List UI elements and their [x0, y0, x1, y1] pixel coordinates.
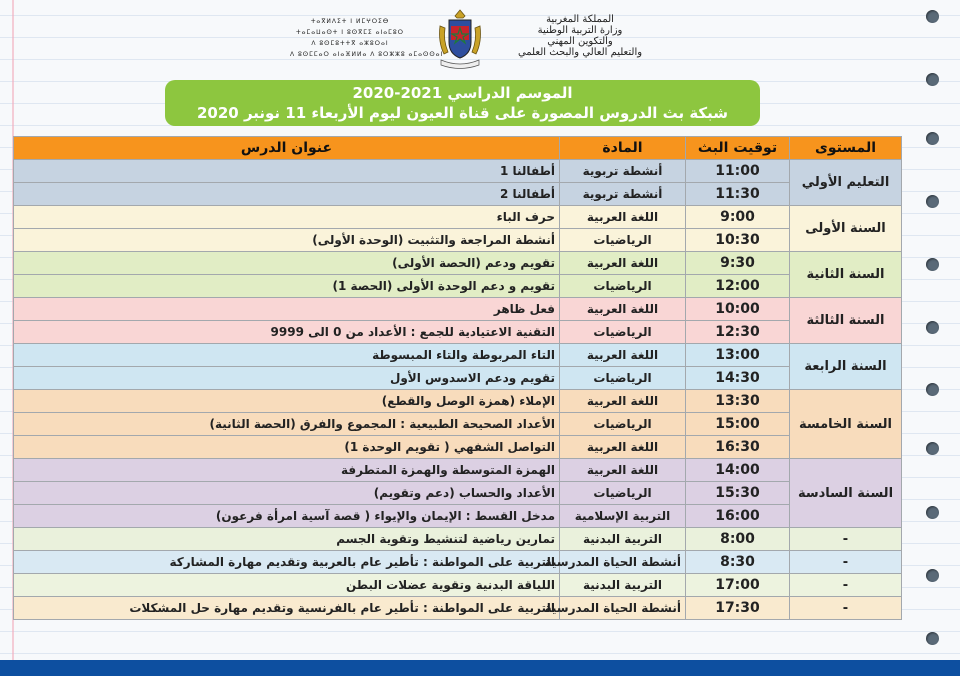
subject-cell: أنشطة تربوية [560, 160, 686, 183]
header-time: توقيت البث [686, 137, 790, 160]
subject-cell: التربية البدنية [560, 574, 686, 597]
lesson-cell: الإملاء (همزة الوصل والقطع) [14, 390, 560, 413]
subject-cell: اللغة العربية [560, 436, 686, 459]
level-cell: السنة الرابعة [790, 344, 902, 390]
subject-cell: اللغة العربية [560, 390, 686, 413]
coat-of-arms-icon [435, 8, 485, 70]
bottom-bar [0, 660, 960, 676]
subject-cell: اللغة العربية [560, 206, 686, 229]
lesson-cell: فعل ظاهر [14, 298, 560, 321]
table-row [14, 482, 902, 505]
binder-hole [926, 569, 939, 582]
table-row [14, 321, 902, 344]
header-level: المستوى [790, 137, 902, 160]
binder-hole [926, 632, 939, 645]
binder-hole [926, 383, 939, 396]
ministry-line: والتعليم العالي والبحث العلمي [517, 47, 643, 58]
lesson-cell: مدخل القسط : الإيمان والإيواء ( قصة آسية امرأة فرعون) [14, 505, 560, 528]
subject-cell: أنشطة الحياة المدرسية [560, 551, 686, 574]
level-cell: السنة الثانية [790, 252, 902, 298]
lesson-cell: حرف الباء [14, 206, 560, 229]
lesson-cell: تقويم ودعم الاسدوس الأول [14, 367, 560, 390]
table-row [14, 505, 902, 528]
binder-hole [926, 195, 939, 208]
subject-cell: الرياضيات [560, 367, 686, 390]
subject-cell: التربية البدنية [560, 528, 686, 551]
table-row [14, 206, 902, 229]
lesson-cell: اللياقة البدنية وتقوية عضلات البطن [14, 574, 560, 597]
title-banner [165, 80, 760, 126]
time-cell: 11:00 [686, 160, 790, 183]
lesson-cell: تمارين رياضية لتنشيط وتقوية الجسم [14, 528, 560, 551]
binder-hole [926, 10, 939, 23]
subject-cell: اللغة العربية [560, 298, 686, 321]
subject-cell: أنشطة تربوية [560, 183, 686, 206]
table-row [14, 413, 902, 436]
level-cell: السنة الخامسة [790, 390, 902, 459]
table-row [14, 528, 902, 551]
time-cell: 9:30 [686, 252, 790, 275]
lesson-cell: تقويم و دعم الوحدة الأولى (الحصة 1) [14, 275, 560, 298]
level-cell: - [790, 597, 902, 620]
time-cell: 17:30 [686, 597, 790, 620]
table-row [14, 459, 902, 482]
binder-hole [926, 258, 939, 271]
tifinagh-line: ⴷ ⵓⵙⵎⵓⵜⵜⴳ ⴰⵣⵓⵔⴰⵏ [311, 40, 389, 47]
time-cell: 10:30 [686, 229, 790, 252]
table-row [14, 551, 902, 574]
time-cell: 8:00 [686, 528, 790, 551]
level-cell: السنة السادسة [790, 459, 902, 528]
table-row [14, 275, 902, 298]
table-row [14, 367, 902, 390]
binder-hole [926, 132, 939, 145]
binder-hole [926, 506, 939, 519]
time-cell: 17:00 [686, 574, 790, 597]
time-cell: 14:30 [686, 367, 790, 390]
time-cell: 8:30 [686, 551, 790, 574]
table-row [14, 390, 902, 413]
lesson-cell: التقنية الاعتيادية للجمع : الأعداد من 0 الى 9999 [14, 321, 560, 344]
lesson-cell: التربية على المواطنة : تأطير عام بالفرنسية وتقديم مهارة حل المشكلات [14, 597, 560, 620]
subject-cell: التربية الإسلامية [560, 505, 686, 528]
binder-hole [926, 321, 939, 334]
lesson-cell: التواصل الشفهي ( تقويم الوحدة 1) [14, 436, 560, 459]
time-cell: 12:00 [686, 275, 790, 298]
tifinagh-line: ⵜⴰⵎⴰⵡⴰⵙⵜ ⵏ ⵓⵙⴳⵎⵉ ⴰⵏⴰⵎⵓⵔ [295, 29, 404, 36]
ministry-line: والتكوين المهني [547, 36, 613, 47]
lesson-cell: التاء المربوطة والتاء المبسوطة [14, 344, 560, 367]
subject-cell: اللغة العربية [560, 344, 686, 367]
time-cell: 13:00 [686, 344, 790, 367]
ministry-line: وزارة التربية الوطنية [537, 25, 623, 36]
tifinagh-line: ⵜⴰⴳⵍⴷⵉⵜ ⵏ ⵍⵎⵖⵔⵉⴱ [310, 18, 390, 25]
broadcast-schedule-table [13, 136, 902, 620]
broadcast-title: شبكة بث الدروس المصورة على قناة العيون ليوم الأربعاء 11 نونبر 2020 [196, 104, 729, 122]
table-row [14, 252, 902, 275]
binder-hole [926, 73, 939, 86]
subject-cell: الرياضيات [560, 482, 686, 505]
table-header-row [14, 137, 902, 160]
time-cell: 16:00 [686, 505, 790, 528]
table-row [14, 229, 902, 252]
binder-hole [926, 442, 939, 455]
level-cell: السنة الثالثة [790, 298, 902, 344]
lesson-cell: الهمزة المتوسطة والهمزة المتطرفة [14, 459, 560, 482]
ministry-name-tifinagh [290, 16, 444, 60]
header-lesson: عنوان الدرس [14, 137, 560, 160]
subject-cell: أنشطة الحياة المدرسية [560, 597, 686, 620]
lesson-cell: تقويم ودعم (الحصة الأولى) [14, 252, 560, 275]
binder-holes [900, 0, 960, 660]
lesson-cell: أطفالنا 2 [14, 183, 560, 206]
time-cell: 14:00 [686, 459, 790, 482]
time-cell: 10:00 [686, 298, 790, 321]
subject-cell: اللغة العربية [560, 252, 686, 275]
subject-cell: اللغة العربية [560, 459, 686, 482]
lesson-cell: أطفالنا 1 [14, 160, 560, 183]
level-cell: - [790, 574, 902, 597]
time-cell: 11:30 [686, 183, 790, 206]
time-cell: 9:00 [686, 206, 790, 229]
level-cell: السنة الأولى [790, 206, 902, 252]
ministry-header [290, 8, 650, 74]
time-cell: 16:30 [686, 436, 790, 459]
header-subject: المادة [560, 137, 686, 160]
table-row [14, 160, 902, 183]
tifinagh-line: ⴷ ⵓⵙⵎⵎⴰⵔ ⴰⵏⴰⴼⵍⵍⴰ ⴷ ⵓⵔⵣⵣⵓ ⴰⵎⴰⵙⵙⴰⵏ [290, 51, 444, 58]
time-cell: 13:30 [686, 390, 790, 413]
subject-cell: الرياضيات [560, 413, 686, 436]
ministry-line: المملكة المغربية [546, 14, 614, 25]
table-row [14, 574, 902, 597]
subject-cell: الرياضيات [560, 275, 686, 298]
level-cell: - [790, 528, 902, 551]
table-row [14, 298, 902, 321]
table-row [14, 436, 902, 459]
time-cell: 15:30 [686, 482, 790, 505]
school-year-title: الموسم الدراسي 2021-2020 [352, 84, 573, 102]
time-cell: 15:00 [686, 413, 790, 436]
table-row [14, 344, 902, 367]
table-row [14, 183, 902, 206]
subject-cell: الرياضيات [560, 321, 686, 344]
schedule-body [14, 160, 902, 620]
lesson-cell: أنشطة المراجعة والتثبيت (الوحدة الأولى) [14, 229, 560, 252]
level-cell: التعليم الأولي [790, 160, 902, 206]
ministry-name-arabic [510, 14, 650, 58]
lesson-cell: التربية على المواطنة : تأطير عام بالعربية وتقديم مهارة المشاركة [14, 551, 560, 574]
lesson-cell: الأعداد والحساب (دعم وتقويم) [14, 482, 560, 505]
level-cell: - [790, 551, 902, 574]
subject-cell: الرياضيات [560, 229, 686, 252]
lesson-cell: الأعداد الصحيحة الطبيعية : المجموع والفرق (الحصة الثانية) [14, 413, 560, 436]
time-cell: 12:30 [686, 321, 790, 344]
table-row [14, 597, 902, 620]
